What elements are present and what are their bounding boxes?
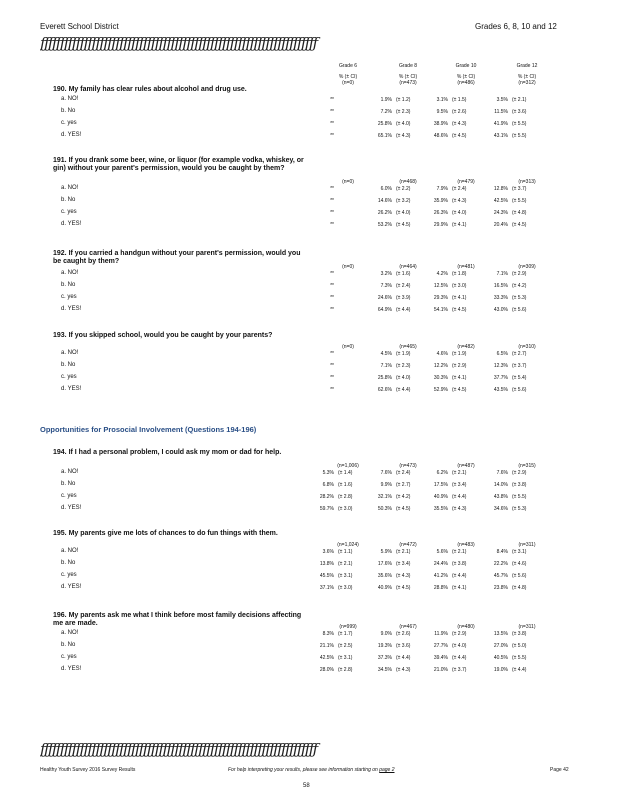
percent-value: 35.5% (433, 506, 448, 512)
response-label: c. yes (61, 120, 77, 126)
confidence-interval: (± 4.5) (396, 506, 411, 512)
footer-left: Healthy Youth Survey 2016 Survey Results (40, 767, 136, 773)
confidence-interval: (± 5.6) (512, 387, 527, 393)
percent-value: ** (330, 121, 334, 127)
percent-value: 34.6% (493, 506, 508, 512)
sample-size: (n=487) (457, 463, 475, 469)
column-header-n: (n=312) (518, 80, 536, 86)
percent-value: 42.5% (493, 198, 508, 204)
percent-value: 5.3% (322, 470, 334, 476)
column-header-grade: Grade 8 (398, 63, 418, 69)
percent-value: 9.9% (380, 482, 392, 488)
confidence-interval: (± 5.5) (512, 198, 527, 204)
column-header-grade: Grade 10 (455, 63, 477, 69)
percent-value: 28.8% (433, 585, 448, 591)
header-rule: ƒƒƒƒƒƒƒƒƒƒƒƒƒƒƒƒƒƒƒƒƒƒƒƒƒƒƒƒƒƒƒƒƒƒƒƒƒƒƒƒƒƒƒƒƒƒƒƒƒƒƒƒƒƒƒƒƒƒƒƒƒƒƒƒƒƒƒƒƒƒ (40, 34, 317, 52)
confidence-interval: (± 4.3) (396, 133, 411, 139)
percent-value: 16.5% (493, 283, 508, 289)
response-label: d. YES! (61, 666, 82, 672)
confidence-interval: (± 4.2) (396, 494, 411, 500)
percent-value: 34.5% (377, 667, 392, 673)
confidence-interval: (± 1.9) (452, 351, 467, 357)
percent-value: 37.7% (493, 375, 508, 381)
confidence-interval: (± 3.1) (338, 573, 353, 579)
confidence-interval: (± 1.7) (338, 631, 353, 637)
confidence-interval: (± 4.8) (512, 585, 527, 591)
confidence-interval: (± 5.6) (512, 573, 527, 579)
confidence-interval: (± 4.3) (452, 506, 467, 512)
confidence-interval: (± 3.8) (512, 631, 527, 637)
percent-value: ** (330, 109, 334, 115)
response-label: c. yes (61, 572, 77, 578)
percent-value: 9.0% (380, 631, 392, 637)
confidence-interval: (± 2.6) (396, 631, 411, 637)
percent-value: 26.3% (433, 210, 448, 216)
confidence-interval: (± 3.2) (396, 198, 411, 204)
percent-value: 38.9% (433, 121, 448, 127)
confidence-interval: (± 3.6) (512, 109, 527, 115)
confidence-interval: (± 4.1) (452, 222, 467, 228)
confidence-interval: (± 5.0) (512, 643, 527, 649)
percent-value: 14.6% (377, 198, 392, 204)
confidence-interval: (± 3.4) (452, 482, 467, 488)
percent-value: 6.0% (380, 186, 392, 192)
sample-size: (n=1,006) (337, 463, 359, 469)
confidence-interval: (± 4.1) (452, 585, 467, 591)
sample-size: (n=468) (399, 179, 417, 185)
footer-rule: ƒƒƒƒƒƒƒƒƒƒƒƒƒƒƒƒƒƒƒƒƒƒƒƒƒƒƒƒƒƒƒƒƒƒƒƒƒƒƒƒƒƒƒƒƒƒƒƒƒƒƒƒƒƒƒƒƒƒƒƒƒƒƒƒƒƒƒƒƒƒ (40, 740, 317, 758)
confidence-interval: (± 3.8) (452, 561, 467, 567)
percent-value: ** (330, 307, 334, 313)
confidence-interval: (± 3.0) (452, 283, 467, 289)
sample-size: (n=483) (457, 542, 475, 548)
confidence-interval: (± 3.9) (396, 295, 411, 301)
column-header-n: (n=486) (457, 80, 475, 86)
confidence-interval: (± 3.4) (396, 561, 411, 567)
response-label: d. YES! (61, 132, 82, 138)
question-text: 193. If you skipped school, would you be caught by your parents? (53, 332, 273, 339)
sample-size: (n=311) (518, 624, 536, 630)
percent-value: 13.5% (493, 631, 508, 637)
confidence-interval: (± 1.8) (452, 271, 467, 277)
percent-value: 35.9% (433, 198, 448, 204)
footer-help-text: For help interpreting your results, please see information starting on (228, 767, 380, 773)
percent-value: 43.1% (493, 133, 508, 139)
response-label: a. NO! (61, 630, 79, 636)
question-text: 194. If I had a personal problem, I could ask my mom or dad for help. (53, 449, 282, 456)
confidence-interval: (± 2.1) (512, 97, 527, 103)
percent-value: 43.0% (493, 307, 508, 313)
percent-value: 48.6% (433, 133, 448, 139)
percent-value: 39.4% (433, 655, 448, 661)
percent-value: 21.1% (319, 643, 334, 649)
response-label: b. No (61, 481, 76, 487)
confidence-interval: (± 1.9) (396, 351, 411, 357)
confidence-interval: (± 2.2) (396, 186, 411, 192)
percent-value: 3.2% (380, 271, 392, 277)
confidence-interval: (± 3.7) (512, 363, 527, 369)
sample-size: (n=313) (518, 179, 536, 185)
question-text: 196. My parents ask me what I think before most family decisions affecting me are made. (53, 612, 302, 627)
percent-value: 3.6% (322, 549, 334, 555)
confidence-interval: (± 4.3) (396, 667, 411, 673)
response-label: a. NO! (61, 96, 79, 102)
percent-value: 42.5% (319, 655, 334, 661)
percent-value: ** (330, 363, 334, 369)
column-header-stat: % (± CI) (456, 74, 476, 80)
percent-value: ** (330, 375, 334, 381)
percent-value: 29.3% (433, 295, 448, 301)
confidence-interval: (± 2.1) (396, 549, 411, 555)
percent-value: 22.2% (493, 561, 508, 567)
confidence-interval: (± 4.4) (512, 667, 527, 673)
percent-value: 25.8% (377, 375, 392, 381)
percent-value: 5.6% (436, 549, 448, 555)
response-label: a. NO! (61, 469, 79, 475)
column-header (431, 63, 501, 86)
confidence-interval: (± 4.3) (452, 121, 467, 127)
confidence-interval: (± 4.8) (512, 210, 527, 216)
percent-value: 30.3% (433, 375, 448, 381)
confidence-interval: (± 4.5) (396, 222, 411, 228)
confidence-interval: (± 4.3) (396, 573, 411, 579)
response-label: c. yes (61, 374, 77, 380)
percent-value: 28.2% (319, 494, 334, 500)
response-label: a. NO! (61, 548, 79, 554)
grades-label: Grades 6, 8, 10 and 12 (475, 22, 557, 31)
percent-value: 24.6% (377, 295, 392, 301)
response-label: d. YES! (61, 386, 82, 392)
column-header-n: (n=0) (342, 80, 354, 86)
percent-value: 12.5% (433, 283, 448, 289)
percent-value: 43.5% (493, 387, 508, 393)
confidence-interval: (± 2.7) (396, 482, 411, 488)
response-label: a. NO! (61, 185, 79, 191)
confidence-interval: (± 5.5) (512, 655, 527, 661)
sample-size: (n=315) (518, 463, 536, 469)
district-name: Everett School District (40, 22, 119, 31)
confidence-interval: (± 2.5) (338, 643, 353, 649)
confidence-interval: (± 1.6) (396, 271, 411, 277)
response-label: a. NO! (61, 350, 79, 356)
percent-value: 7.6% (380, 470, 392, 476)
confidence-interval: (± 3.6) (396, 643, 411, 649)
percent-value: 12.8% (493, 186, 508, 192)
percent-value: 19.0% (493, 667, 508, 673)
response-label: b. No (61, 642, 76, 648)
percent-value: 27.0% (493, 643, 508, 649)
percent-value: 45.7% (493, 573, 508, 579)
confidence-interval: (± 2.3) (396, 109, 411, 115)
sample-size: (n=310) (518, 344, 536, 350)
response-label: c. yes (61, 209, 77, 215)
confidence-interval: (± 2.9) (512, 271, 527, 277)
percent-value: 7.3% (380, 283, 392, 289)
percent-value: ** (330, 271, 334, 277)
sample-size: (n=0) (342, 179, 354, 185)
column-header-stat: % (± CI) (338, 74, 358, 80)
response-label: b. No (61, 282, 76, 288)
section-title: Opportunities for Prosocial Involvement (Questions 194-196) (40, 425, 257, 434)
confidence-interval: (± 4.4) (396, 655, 411, 661)
confidence-interval: (± 4.4) (452, 494, 467, 500)
confidence-interval: (± 5.5) (512, 133, 527, 139)
confidence-interval: (± 4.1) (452, 295, 467, 301)
confidence-interval: (± 4.2) (512, 283, 527, 289)
percent-value: 7.1% (496, 271, 508, 277)
column-header-grade: Grade 12 (516, 63, 538, 69)
response-label: b. No (61, 560, 76, 566)
percent-value: 50.3% (377, 506, 392, 512)
confidence-interval: (± 2.1) (338, 561, 353, 567)
confidence-interval: (± 4.4) (452, 655, 467, 661)
question-text: 192. If you carried a handgun without your parent's permission, would you be caught by them? (53, 250, 301, 265)
sample-size: (n=999) (339, 624, 357, 630)
response-label: b. No (61, 362, 76, 368)
confidence-interval: (± 2.9) (452, 631, 467, 637)
confidence-interval: (± 4.1) (452, 375, 467, 381)
footer-help (228, 767, 395, 773)
percent-value: 21.0% (433, 667, 448, 673)
percent-value: 25.8% (377, 121, 392, 127)
percent-value: 40.5% (493, 655, 508, 661)
percent-value: 7.1% (380, 363, 392, 369)
response-label: c. yes (61, 294, 77, 300)
column-header-stat: % (± CI) (398, 74, 418, 80)
percent-value: 14.0% (493, 482, 508, 488)
confidence-interval: (± 3.0) (338, 585, 353, 591)
confidence-interval: (± 4.5) (452, 307, 467, 313)
percent-value: 1.9% (380, 97, 392, 103)
confidence-interval: (± 3.8) (512, 482, 527, 488)
confidence-interval: (± 4.3) (452, 198, 467, 204)
confidence-interval: (± 2.4) (396, 283, 411, 289)
percent-value: 13.8% (319, 561, 334, 567)
confidence-interval: (± 4.0) (396, 375, 411, 381)
percent-value: 8.4% (496, 549, 508, 555)
column-header-stat: % (± CI) (517, 74, 537, 80)
sample-size: (n=1,024) (337, 542, 359, 548)
confidence-interval: (± 2.8) (338, 667, 353, 673)
percent-value: 4.2% (436, 271, 448, 277)
sample-size: (n=472) (399, 542, 417, 548)
confidence-interval: (± 2.9) (512, 470, 527, 476)
confidence-interval: (± 3.1) (338, 655, 353, 661)
percent-value: ** (330, 210, 334, 216)
percent-value: 20.4% (493, 222, 508, 228)
percent-value: 6.5% (496, 351, 508, 357)
confidence-interval: (± 4.0) (396, 121, 411, 127)
percent-value: 17.5% (433, 482, 448, 488)
percent-value: ** (330, 222, 334, 228)
sample-size: (n=465) (399, 344, 417, 350)
confidence-interval: (± 3.1) (512, 549, 527, 555)
response-label: c. yes (61, 493, 77, 499)
percent-value: 19.3% (377, 643, 392, 649)
sample-size: (n=309) (518, 264, 536, 270)
percent-value: ** (330, 387, 334, 393)
question-text: 191. If you drank some beer, wine, or liquor (for example vodka, whiskey, or gin) without your parent's permission, would you be caught by them? (53, 157, 304, 172)
response-label: d. YES! (61, 584, 82, 590)
response-label: a. NO! (61, 270, 79, 276)
percent-value: 54.1% (433, 307, 448, 313)
percent-value: 6.8% (322, 482, 334, 488)
percent-value: 12.3% (493, 363, 508, 369)
confidence-interval: (± 5.5) (512, 494, 527, 500)
sample-size: (n=0) (342, 264, 354, 270)
percent-value: 37.1% (319, 585, 334, 591)
percent-value: 33.3% (493, 295, 508, 301)
percent-value: 12.2% (433, 363, 448, 369)
sample-size: (n=479) (457, 179, 475, 185)
sample-size: (n=0) (342, 344, 354, 350)
confidence-interval: (± 4.6) (512, 561, 527, 567)
confidence-interval: (± 2.9) (452, 363, 467, 369)
percent-value: 4.6% (436, 351, 448, 357)
sample-size: (n=467) (399, 624, 417, 630)
percent-value: 11.9% (434, 631, 448, 637)
confidence-interval: (± 2.4) (452, 186, 467, 192)
confidence-interval: (± 4.5) (452, 387, 467, 393)
confidence-interval: (± 1.6) (338, 482, 353, 488)
percent-value: 7.2% (380, 109, 392, 115)
percent-value: 40.9% (433, 494, 448, 500)
confidence-interval: (± 4.0) (396, 210, 411, 216)
percent-value: 62.6% (377, 387, 392, 393)
confidence-interval: (± 4.0) (452, 643, 467, 649)
percent-value: 29.9% (433, 222, 448, 228)
percent-value: 7.9% (436, 186, 448, 192)
column-header-n: (n=473) (399, 80, 417, 86)
confidence-interval: (± 3.7) (452, 667, 467, 673)
column-header-grade: Grade 6 (338, 63, 358, 69)
percent-value: 64.9% (377, 307, 392, 313)
confidence-interval: (± 4.5) (396, 585, 411, 591)
percent-value: 24.4% (433, 561, 448, 567)
percent-value: 65.1% (377, 133, 392, 139)
confidence-interval: (± 2.1) (452, 470, 467, 476)
confidence-interval: (± 2.4) (396, 470, 411, 476)
percent-value: ** (330, 351, 334, 357)
percent-value: 26.2% (377, 210, 392, 216)
percent-value: ** (330, 283, 334, 289)
confidence-interval: (± 2.6) (452, 109, 467, 115)
response-label: c. yes (61, 654, 77, 660)
response-label: d. YES! (61, 221, 82, 227)
response-label: d. YES! (61, 306, 82, 312)
confidence-interval: (± 1.2) (396, 97, 411, 103)
percent-value: 7.6% (496, 470, 508, 476)
percent-value: 37.3% (377, 655, 392, 661)
confidence-interval: (± 2.8) (338, 494, 353, 500)
footer-page: Page 42 (550, 767, 569, 773)
percent-value: 3.5% (496, 97, 508, 103)
sample-size: (n=482) (457, 344, 475, 350)
sample-size: (n=481) (457, 264, 475, 270)
confidence-interval: (± 4.5) (452, 133, 467, 139)
percent-value: 40.9% (377, 585, 392, 591)
percent-value: ** (330, 186, 334, 192)
column-header (492, 63, 562, 86)
percent-value: 23.8% (493, 585, 508, 591)
response-label: b. No (61, 108, 76, 114)
confidence-interval: (± 5.5) (512, 121, 527, 127)
response-label: b. No (61, 197, 76, 203)
percent-value: 24.3% (493, 210, 508, 216)
confidence-interval: (± 4.4) (452, 573, 467, 579)
percent-value: 35.6% (377, 573, 392, 579)
confidence-interval: (± 4.5) (512, 222, 527, 228)
confidence-interval: (± 5.6) (512, 307, 527, 313)
confidence-interval: (± 2.7) (512, 351, 527, 357)
confidence-interval: (± 5.3) (512, 295, 527, 301)
percent-value: 6.2% (436, 470, 448, 476)
confidence-interval: (± 4.0) (452, 210, 467, 216)
percent-value: 27.7% (433, 643, 448, 649)
confidence-interval: (± 1.1) (338, 549, 353, 555)
percent-value: 45.5% (319, 573, 334, 579)
percent-value: 17.6% (377, 561, 392, 567)
page-number: 58 (303, 783, 310, 789)
percent-value: ** (330, 295, 334, 301)
percent-value: 53.2% (377, 222, 392, 228)
confidence-interval: (± 4.4) (396, 307, 411, 313)
percent-value: ** (330, 97, 334, 103)
percent-value: ** (330, 198, 334, 204)
percent-value: 11.5% (494, 109, 508, 115)
percent-value: 4.5% (380, 351, 392, 357)
confidence-interval: (± 3.7) (512, 186, 527, 192)
confidence-interval: (± 1.5) (452, 97, 467, 103)
percent-value: 41.9% (493, 121, 508, 127)
percent-value: 43.8% (493, 494, 508, 500)
percent-value: 3.1% (436, 97, 448, 103)
percent-value: 52.9% (433, 387, 448, 393)
percent-value: 59.7% (319, 506, 334, 512)
sample-size: (n=473) (399, 463, 417, 469)
confidence-interval: (± 5.4) (512, 375, 527, 381)
footer-page-link[interactable]: page 2 (379, 767, 395, 773)
sample-size: (n=480) (457, 624, 475, 630)
percent-value: 8.3% (322, 631, 334, 637)
sample-size: (n=311) (518, 542, 536, 548)
confidence-interval: (± 5.3) (512, 506, 527, 512)
question-text: 195. My parents give me lots of chances to do fun things with them. (53, 530, 278, 537)
question-text: 190. My family has clear rules about alcohol and drug use. (53, 86, 247, 93)
confidence-interval: (± 1.4) (338, 470, 353, 476)
percent-value: 32.1% (377, 494, 392, 500)
response-label: d. YES! (61, 505, 82, 511)
percent-value: 28.0% (319, 667, 334, 673)
confidence-interval: (± 2.1) (452, 549, 467, 555)
percent-value: 41.2% (433, 573, 448, 579)
confidence-interval: (± 2.3) (396, 363, 411, 369)
percent-value: 5.9% (380, 549, 392, 555)
confidence-interval: (± 3.0) (338, 506, 353, 512)
percent-value: ** (330, 133, 334, 139)
sample-size: (n=464) (399, 264, 417, 270)
percent-value: 9.5% (436, 109, 448, 115)
confidence-interval: (± 4.4) (396, 387, 411, 393)
